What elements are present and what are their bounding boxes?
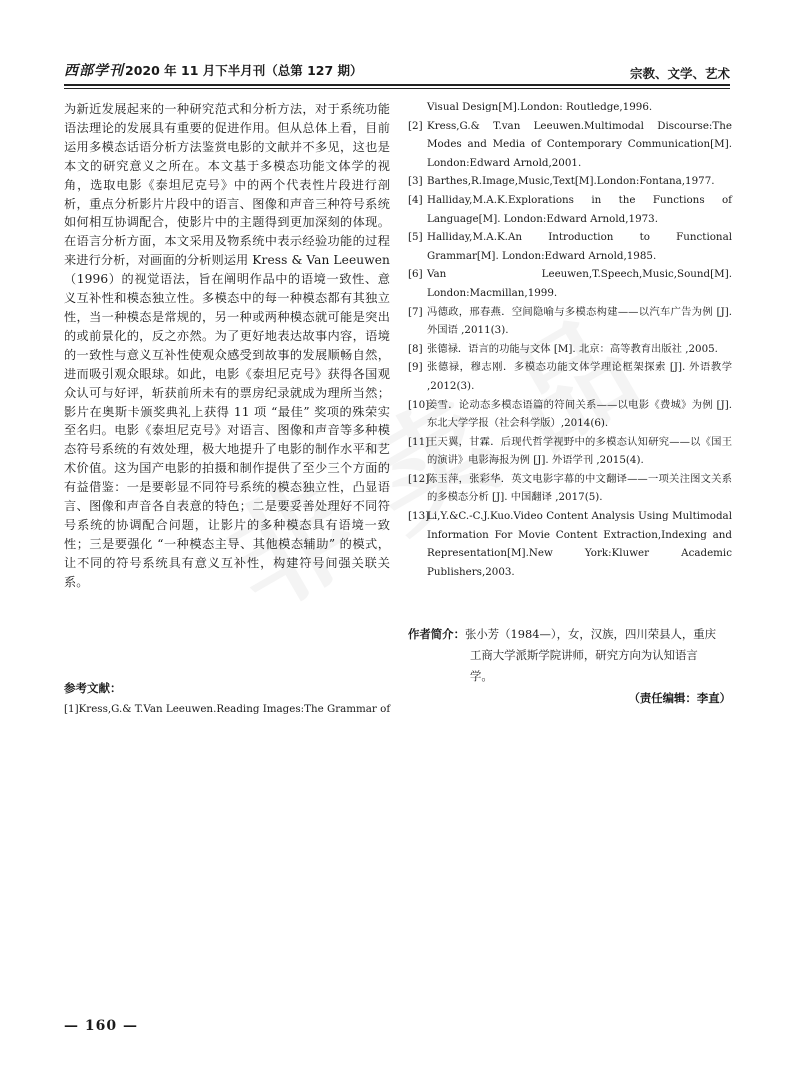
- reference-item: [408, 340, 732, 359]
- reference-number: [11]: [408, 435, 430, 448]
- reference-item: [408, 396, 732, 433]
- reference-text: Van Leeuwen,T.Speech,Music,Sound[M]. London:Macmillan,1999.: [427, 268, 732, 299]
- reference-text: 张德禄．语言的功能与文体 [M]. 北京：高等教育出版社 ,2005.: [427, 342, 718, 355]
- reference-item: [408, 191, 732, 228]
- reference-text: Barthes,R.Image,Music,Text[M].London:Fontana,1977.: [427, 175, 715, 188]
- references-heading: 参考文献：: [64, 681, 122, 695]
- reference-text: 冯德政，邢春燕．空间隐喻与多模态构建——以汽车广告为例 [J]. 外国语 ,2011(3).: [427, 305, 732, 337]
- reference-item: [408, 172, 732, 191]
- journal-logo: 西部学刊: [64, 63, 124, 79]
- page-header: [64, 58, 730, 86]
- references-left-column: [64, 700, 394, 718]
- reference-item: [408, 265, 732, 302]
- reference-text: 王天翼，甘霖．后现代哲学视野中的多模态认知研究——以《国王的演讲》电影海报为例 [J]. 外语学刊 ,2015(4).: [427, 435, 732, 467]
- body-paragraph: 为新近发展起来的一种研究范式和分析方法，对于系统功能语法理论的发展具有重要的促进作用。但从总体上看，目前运用多模态话语分析方法鉴赏电影的文献并不多见，这也是本文的研究意义之所在。本文基于多模态功能文体学的视角，选取电影《泰坦尼克号》中的两个代表性片段进行剖析，重点分析影片片段中的语言、图像和声音三种符号系统如何相互协调配合，使影片中的主题得到更加深刻的体现。在语言分析方面，本文采用及物系统中表示经验功能的过程来进行分析，对画面的分析则运用 Kress & Van Leeuwen（1996）的视觉语法，旨在阐明作品中的语境一致性、意义互补性和模态独立性。多模态中的每一种模态都有其独立性，当一种模态是常规的，另一种或两种模态就可能是突出的或前景化的，反之亦然。为了更好地表达故事内容，语境的一致性与意义互补性使观众感受到故事的发展顺畅自然，进而吸引观众眼球。如此，电影《泰坦尼克号》获得各国观众认可与好评，斩获前所未有的票房纪录就成为理所当然；影片在奥斯卡颁奖典礼上获得 11 项 “最佳” 奖项的殊荣实至名归。电影《泰坦尼克号》对语言、图像和声音等多种模态符号系统的有效处理，极大地提升了电影的制作水平和艺术价值。这为国产电影的拍摄和制作提供了至少三个方面的有益借鉴：一是要彰显不同符号系统的模态独立性，凸显语言、图像和声音各自表意的特色；二是要妥善处理好不同符号系统的协调配合问题，让影片的多种模态具有语境一致性；三是要强化 “一种模态主导、其他模态辅助” 的模式，让不同的符号系统具有意义互补性，构建符号间强关联关系。: [64, 102, 390, 589]
- journal-info: [64, 60, 363, 80]
- reference-item: [408, 507, 732, 581]
- reference-text: 张德禄，穆志刚．多模态功能文体学理论框架探索 [J]. 外语教学 ,2012(3).: [427, 361, 732, 392]
- author-line-1: 张小芳（1984—），女，汉族，四川荣县人，重庆: [464, 627, 717, 641]
- reference-text: Visual Design[M].London: Routledge,1996.: [427, 101, 653, 113]
- reference-text: 姜雪．论动态多模态语篇的符间关系——以电影《费城》为例 [J]. 东北大学学报（社会科学版）,2014(6).: [427, 398, 732, 430]
- reference-number: [13]: [408, 510, 430, 523]
- reference-text: Halliday,M.A.K.Explorations in the Functions of Language[M]. London:Edward Arnold,1973.: [427, 193, 732, 225]
- reference-text: Li,Y.&C.-C.J.Kuo.Video Content Analysis Using Multimodal Information For Movie Content Extraction,Indexing and Representation[M].New York:Kluwer Academic Publishers,2003.: [427, 510, 732, 578]
- reference-item: [408, 117, 732, 173]
- reference-item: [408, 303, 732, 340]
- reference-text: Halliday,M.A.K.An Introduction to Functional Grammar[M]. London:Edward Arnold,1985.: [427, 231, 732, 262]
- issue-info: 2020 年 11 月下半月刊（总第 127 期）: [125, 63, 363, 78]
- reference-item: [408, 98, 732, 117]
- reference-number: [9]: [408, 361, 423, 374]
- page-number: — 160 —: [64, 1018, 138, 1034]
- editor-credit: （责任编辑：李直）: [628, 691, 731, 705]
- reference-item: [408, 470, 732, 507]
- author-bio: [408, 624, 734, 687]
- reference-number: [6]: [408, 268, 423, 281]
- reference-number: [5]: [408, 231, 423, 244]
- reference-number: [10]: [408, 398, 430, 411]
- section-title: 宗教、文学、艺术: [629, 66, 730, 81]
- reference-text: Kress,G.& T.van Leeuwen.Multimodal Discourse:The Modes and Media of Contemporary Communication[M]. London:Edward Arnold,2001.: [427, 119, 732, 169]
- author-line-3: 学。: [470, 669, 493, 683]
- header-rule-thin: [64, 88, 730, 89]
- author-line-2: 工商大学派斯学院讲师，研究方向为认知语言: [470, 648, 698, 662]
- reference-number: [3]: [408, 175, 423, 188]
- reference-item: [1]Kress,G.& T.Van Leeuwen.Reading Images:The Grammar of: [64, 703, 391, 715]
- reference-number: [4]: [408, 193, 423, 206]
- reference-text: 陈玉萍，张彩华．英文电影字幕的中文翻译——一项关注图文关系的多模态分析 [J]. 中国翻译 ,2017(5).: [427, 472, 732, 504]
- reference-number: [7]: [408, 305, 423, 318]
- reference-number: [8]: [408, 342, 423, 355]
- reference-number: [2]: [408, 119, 423, 132]
- author-label: 作者简介：: [408, 627, 465, 641]
- reference-number: [12]: [408, 472, 430, 485]
- header-rule: [64, 84, 730, 86]
- reference-item: [408, 433, 732, 470]
- reference-item: [408, 228, 732, 265]
- references-right-column: [408, 98, 732, 581]
- reference-item: [408, 358, 732, 395]
